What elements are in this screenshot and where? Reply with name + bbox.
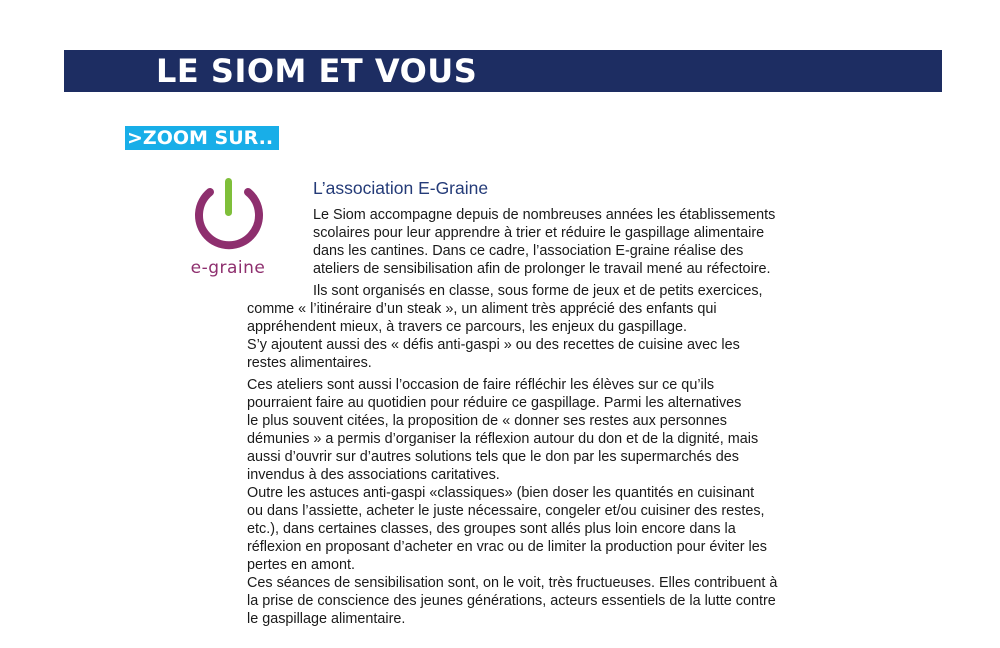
text-line: le gaspillage alimentaire.: [247, 611, 406, 627]
text-line: aussi d’ouvrir sur d’autres solutions tels que le don par les supermarchés des: [247, 449, 739, 465]
intro-paragraph: [313, 206, 775, 278]
e-graine-logo: [176, 172, 280, 284]
text-line: la prise de conscience des jeunes générations, acteurs essentiels de la lutte contre: [247, 593, 776, 609]
text-line: etc.), dans certaines classes, des groupes sont allés plus loin encore dans la: [247, 521, 736, 537]
activities-paragraph: [247, 300, 740, 372]
text-line: S’y ajoutent aussi des « défis anti-gaspi » ou des recettes de cuisine avec les: [247, 337, 740, 353]
text-line: dans les cantines. Dans ce cadre, l’association E-graine réalise des: [313, 243, 744, 259]
reflection-paragraph: [247, 376, 777, 628]
page-title: LE SIOM ET VOUS: [156, 52, 478, 90]
text-line: ou dans l’assiette, acheter le juste nécessaire, congeler et/ou cuisiner des restes,: [247, 503, 765, 519]
power-icon: [176, 172, 280, 262]
text-line: Ils sont organisés en classe, sous forme de jeux et de petits exercices,: [313, 283, 763, 299]
text-line: pertes en amont.: [247, 557, 355, 573]
text-line: Ces séances de sensibilisation sont, on le voit, très fructueuses. Elles contribuent à: [247, 575, 778, 591]
text-line: Ces ateliers sont aussi l’occasion de faire réfléchir les élèves sur ce qu’ils: [247, 377, 715, 393]
text-line: Outre les astuces anti-gaspi «classiques» (bien doser les quantités en cuisinant: [247, 485, 755, 501]
logo-text: e-graine: [190, 258, 266, 278]
text-line: comme « l’itinéraire d’un steak », un aliment très apprécié des enfants qui: [247, 301, 717, 317]
header-banner: [64, 50, 942, 92]
text-line: appréhendent mieux, à travers ce parcours, les enjeux du gaspillage.: [247, 319, 687, 335]
text-line: invendus à des associations caritatives.: [247, 467, 500, 483]
text-line: pourraient faire au quotidien pour réduire ce gaspillage. Parmi les alternatives: [247, 395, 742, 411]
text-line: Le Siom accompagne depuis de nombreuses années les établissements: [313, 207, 776, 223]
text-line: le plus souvent citées, la proposition de « donner ses restes aux personnes: [247, 413, 727, 429]
zoom-label: >ZOOM SUR..: [125, 126, 279, 150]
article-title: L’association E-Graine: [313, 178, 489, 198]
text-line: réflexion en proposant d’acheter en vrac ou de limiter la production pour éviter les: [247, 539, 767, 555]
text-line: restes alimentaires.: [247, 355, 372, 371]
text-line: scolaires pour leur apprendre à trier et réduire le gaspillage alimentaire: [313, 225, 765, 241]
text-line: démunies » a permis d’organiser la réflexion autour du don et de la dignité, mais: [247, 431, 759, 447]
text-line: ateliers de sensibilisation afin de prolonger le travail mené au réfectoire.: [313, 261, 771, 277]
